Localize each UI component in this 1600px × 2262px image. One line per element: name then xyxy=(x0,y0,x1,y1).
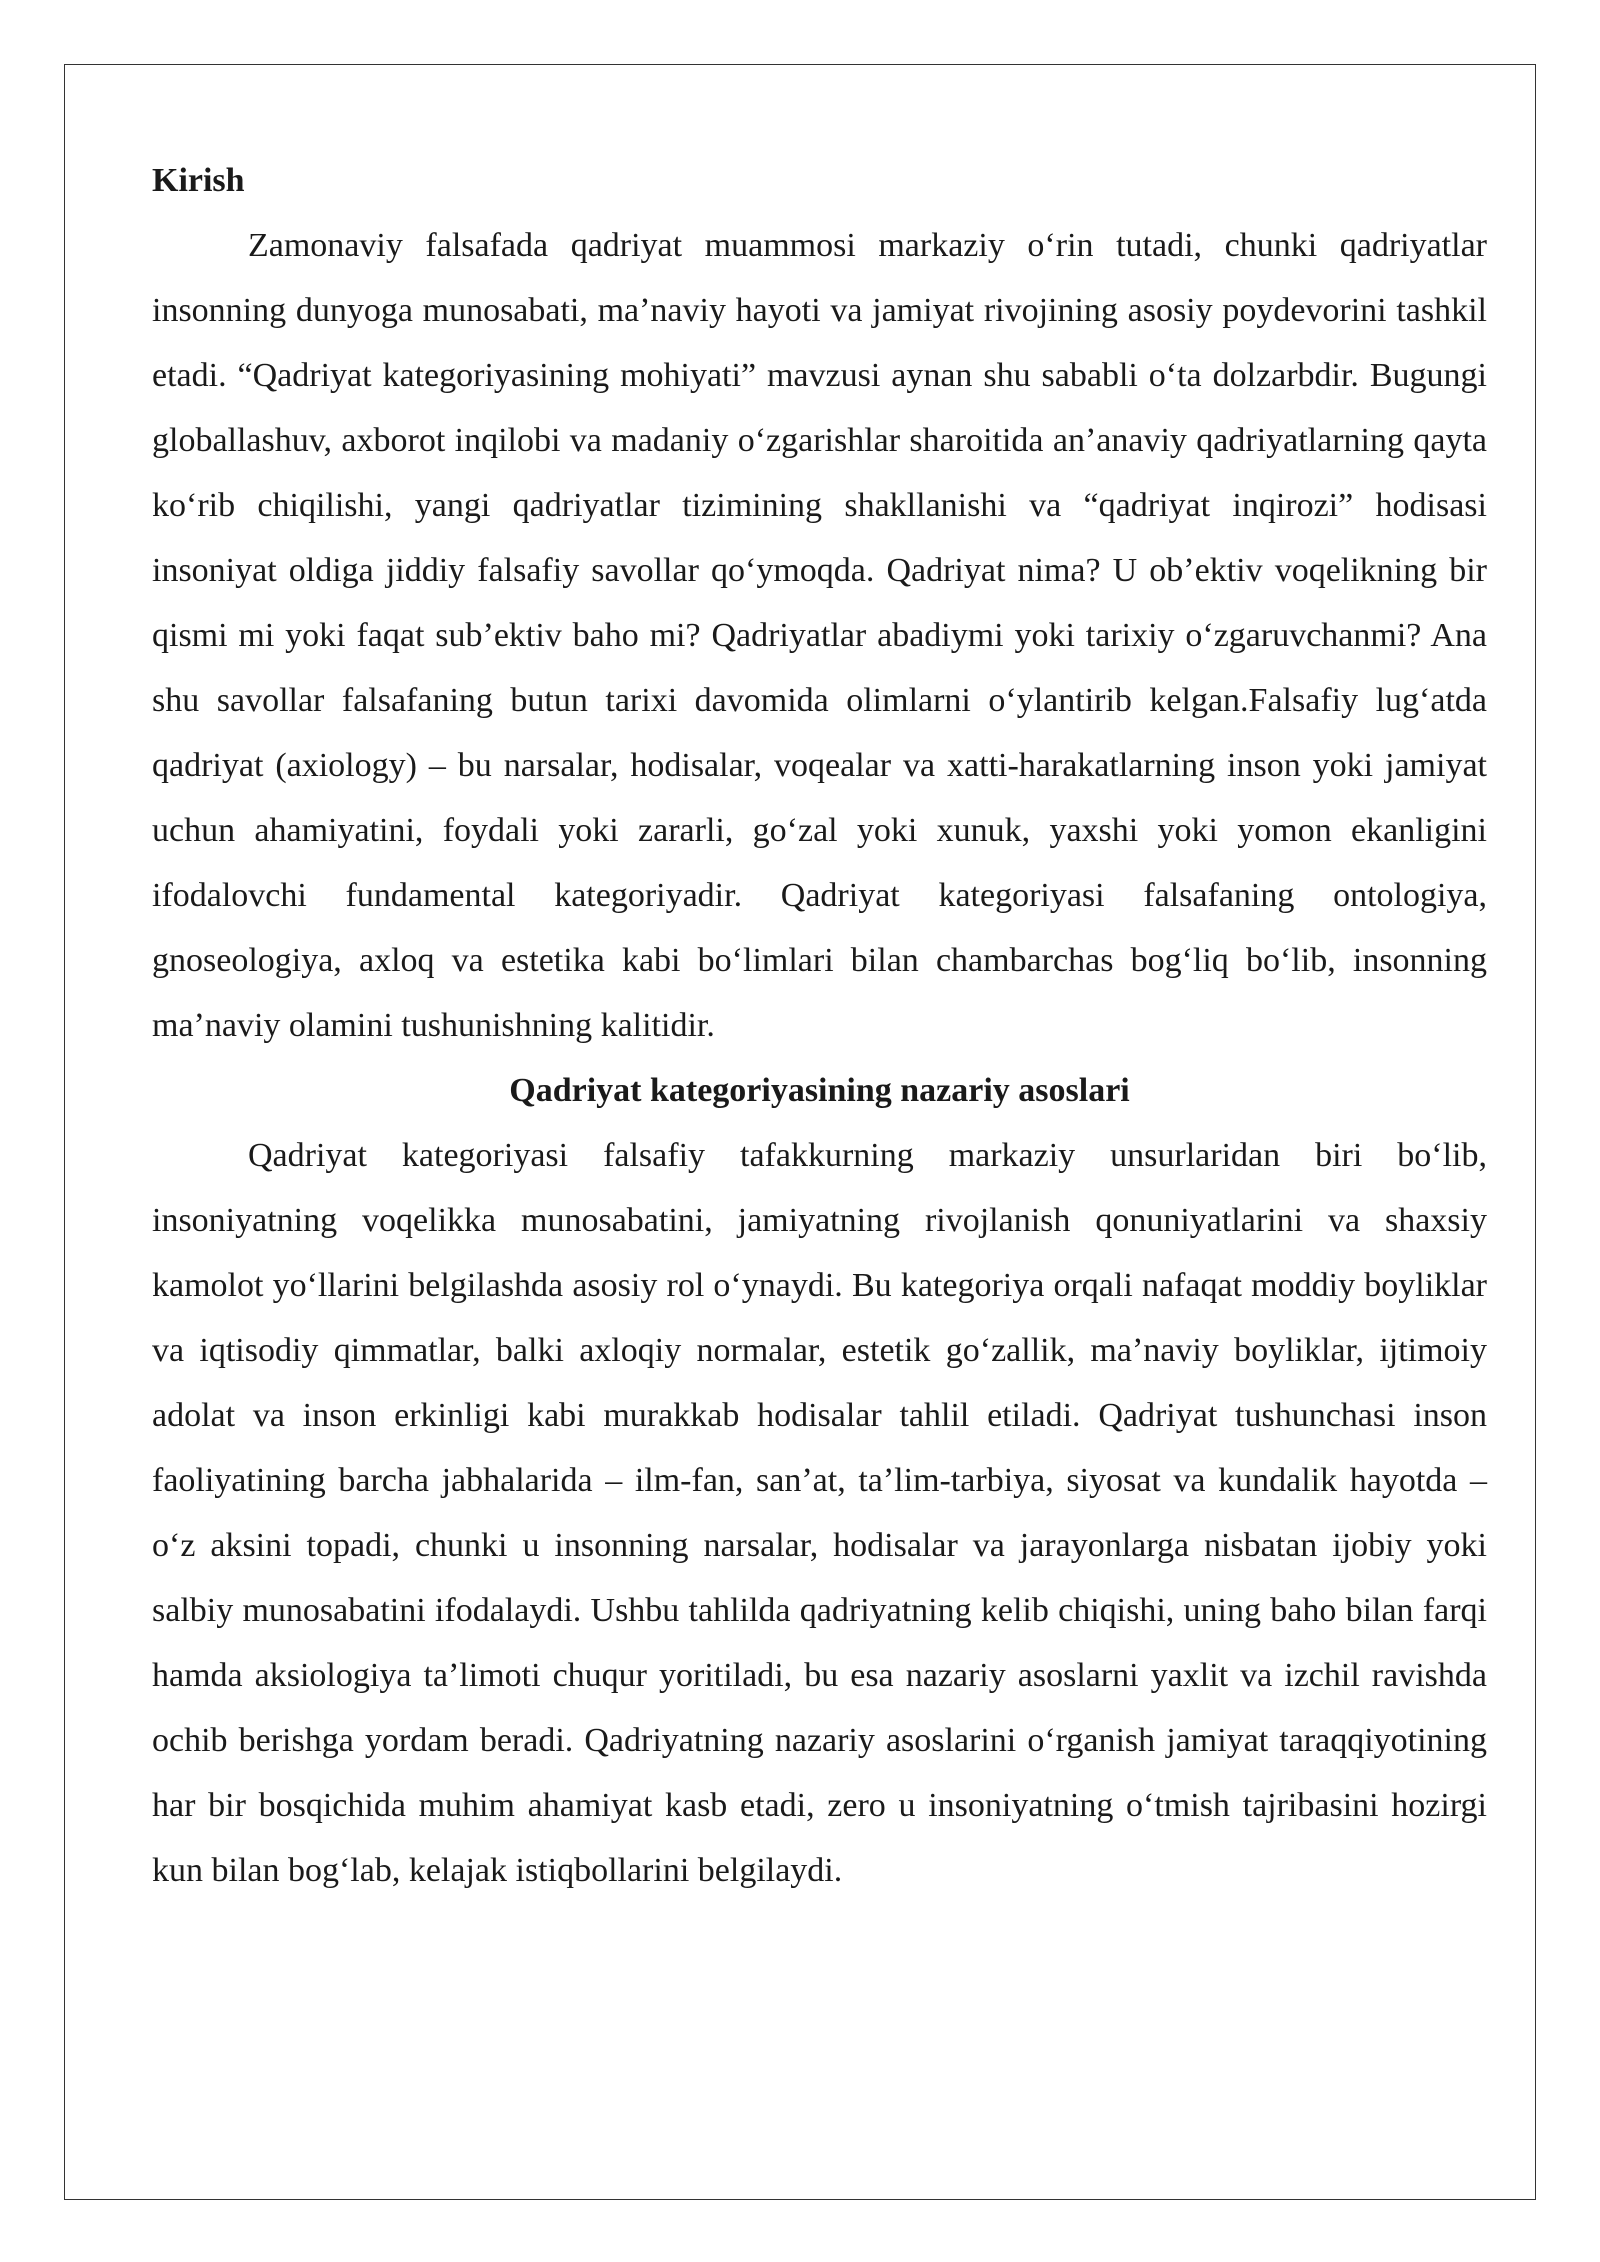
section-paragraph: Qadriyat kategoriyasi falsafiy tafakkurning markaziy unsurlaridan biri boʻlib, insoniyatning voqelikka munosabatini, jamiyatning rivojlanish qonuniyatlarini va shaxsiy kamolot yoʻllarini belgilashda asosiy rol oʻynaydi. Bu kategoriya orqali nafaqat moddiy boyliklar va iqtisodiy qimmatlar, balki axloqiy normalar, estetik goʻzallik, maʼnaviy boyliklar, ijtimoiy adolat va inson erkinligi kabi murakkab hodisalar tahlil etiladi. Qadriyat tushunchasi inson faoliyatining barcha jabhalarida – ilm-fan, sanʼat, taʼlim-tarbiya, siyosat va kundalik hayotda – oʻz aksini topadi, chunki u insonning narsalar, hodisalar va jarayonlarga nisbatan ijobiy yoki salbiy munosabatini ifodalaydi. Ushbu tahlilda qadriyatning kelib chiqishi, uning baho bilan farqi hamda aksiologiya taʼlimoti chuqur yoritiladi, bu esa nazariy asoslarni yaxlit va izchil ravishda ochib berishga yordam beradi. Qadriyatning nazariy asoslarini oʻrganish jamiyat taraqqiyotining har bir bosqichida muhim ahamiyat kasb etadi, zero u insoniyatning oʻtmish tajribasini hozirgi kun bilan bogʻlab, kelajak istiqbollarini belgilaydi. xyxy=(152,1137,1487,1889)
intro-paragraph: Zamonaviy falsafada qadriyat muammosi markaziy oʻrin tutadi, chunki qadriyatlar insonning dunyoga munosabati, maʼnaviy hayoti va jamiyat rivojining asosiy poydevorini tashkil etadi. “Qadriyat kategoriyasining mohiyati” mavzusi aynan shu sababli oʻta dolzarbdir. Bugungi globallashuv, axborot inqilobi va madaniy oʻzgarishlar sharoitida anʼanaviy qadriyatlarning qayta koʻrib chiqilishi, yangi qadriyatlar tizimining shakllanishi va “qadriyat inqirozi” hodisasi insoniyat oldiga jiddiy falsafiy savollar qoʻymoqda. Qadriyat nima? U obʼektiv voqelikning bir qismi mi yoki faqat subʼektiv baho mi? Qadriyatlar abadiymi yoki tarixiy oʻzgaruvchanmi? Ana shu savollar falsafaning butun tarixi davomida olimlarni oʻylantirib kelgan.Falsafiy lugʻatda qadriyat (axiology) – bu narsalar, hodisalar, voqealar va xatti-harakatlarning inson yoki jamiyat uchun ahamiyatini, foydali yoki zararli, goʻzal yoki xunuk, yaxshi yoki yomon ekanligini ifodalovchi fundamental kategoriyadir. Qadriyat kategoriyasi falsafaning ontologiya, gnoseologiya, axloq va estetika kabi boʻlimlari bilan chambarchas bogʻliq boʻlib, insonning maʼnaviy olamini tushunishning kalitidir. xyxy=(152,227,1487,1044)
intro-heading: Kirish xyxy=(152,162,245,199)
document-body xyxy=(152,148,1487,1903)
section-heading: Qadriyat kategoriyasining nazariy asoslari xyxy=(509,1072,1130,1109)
